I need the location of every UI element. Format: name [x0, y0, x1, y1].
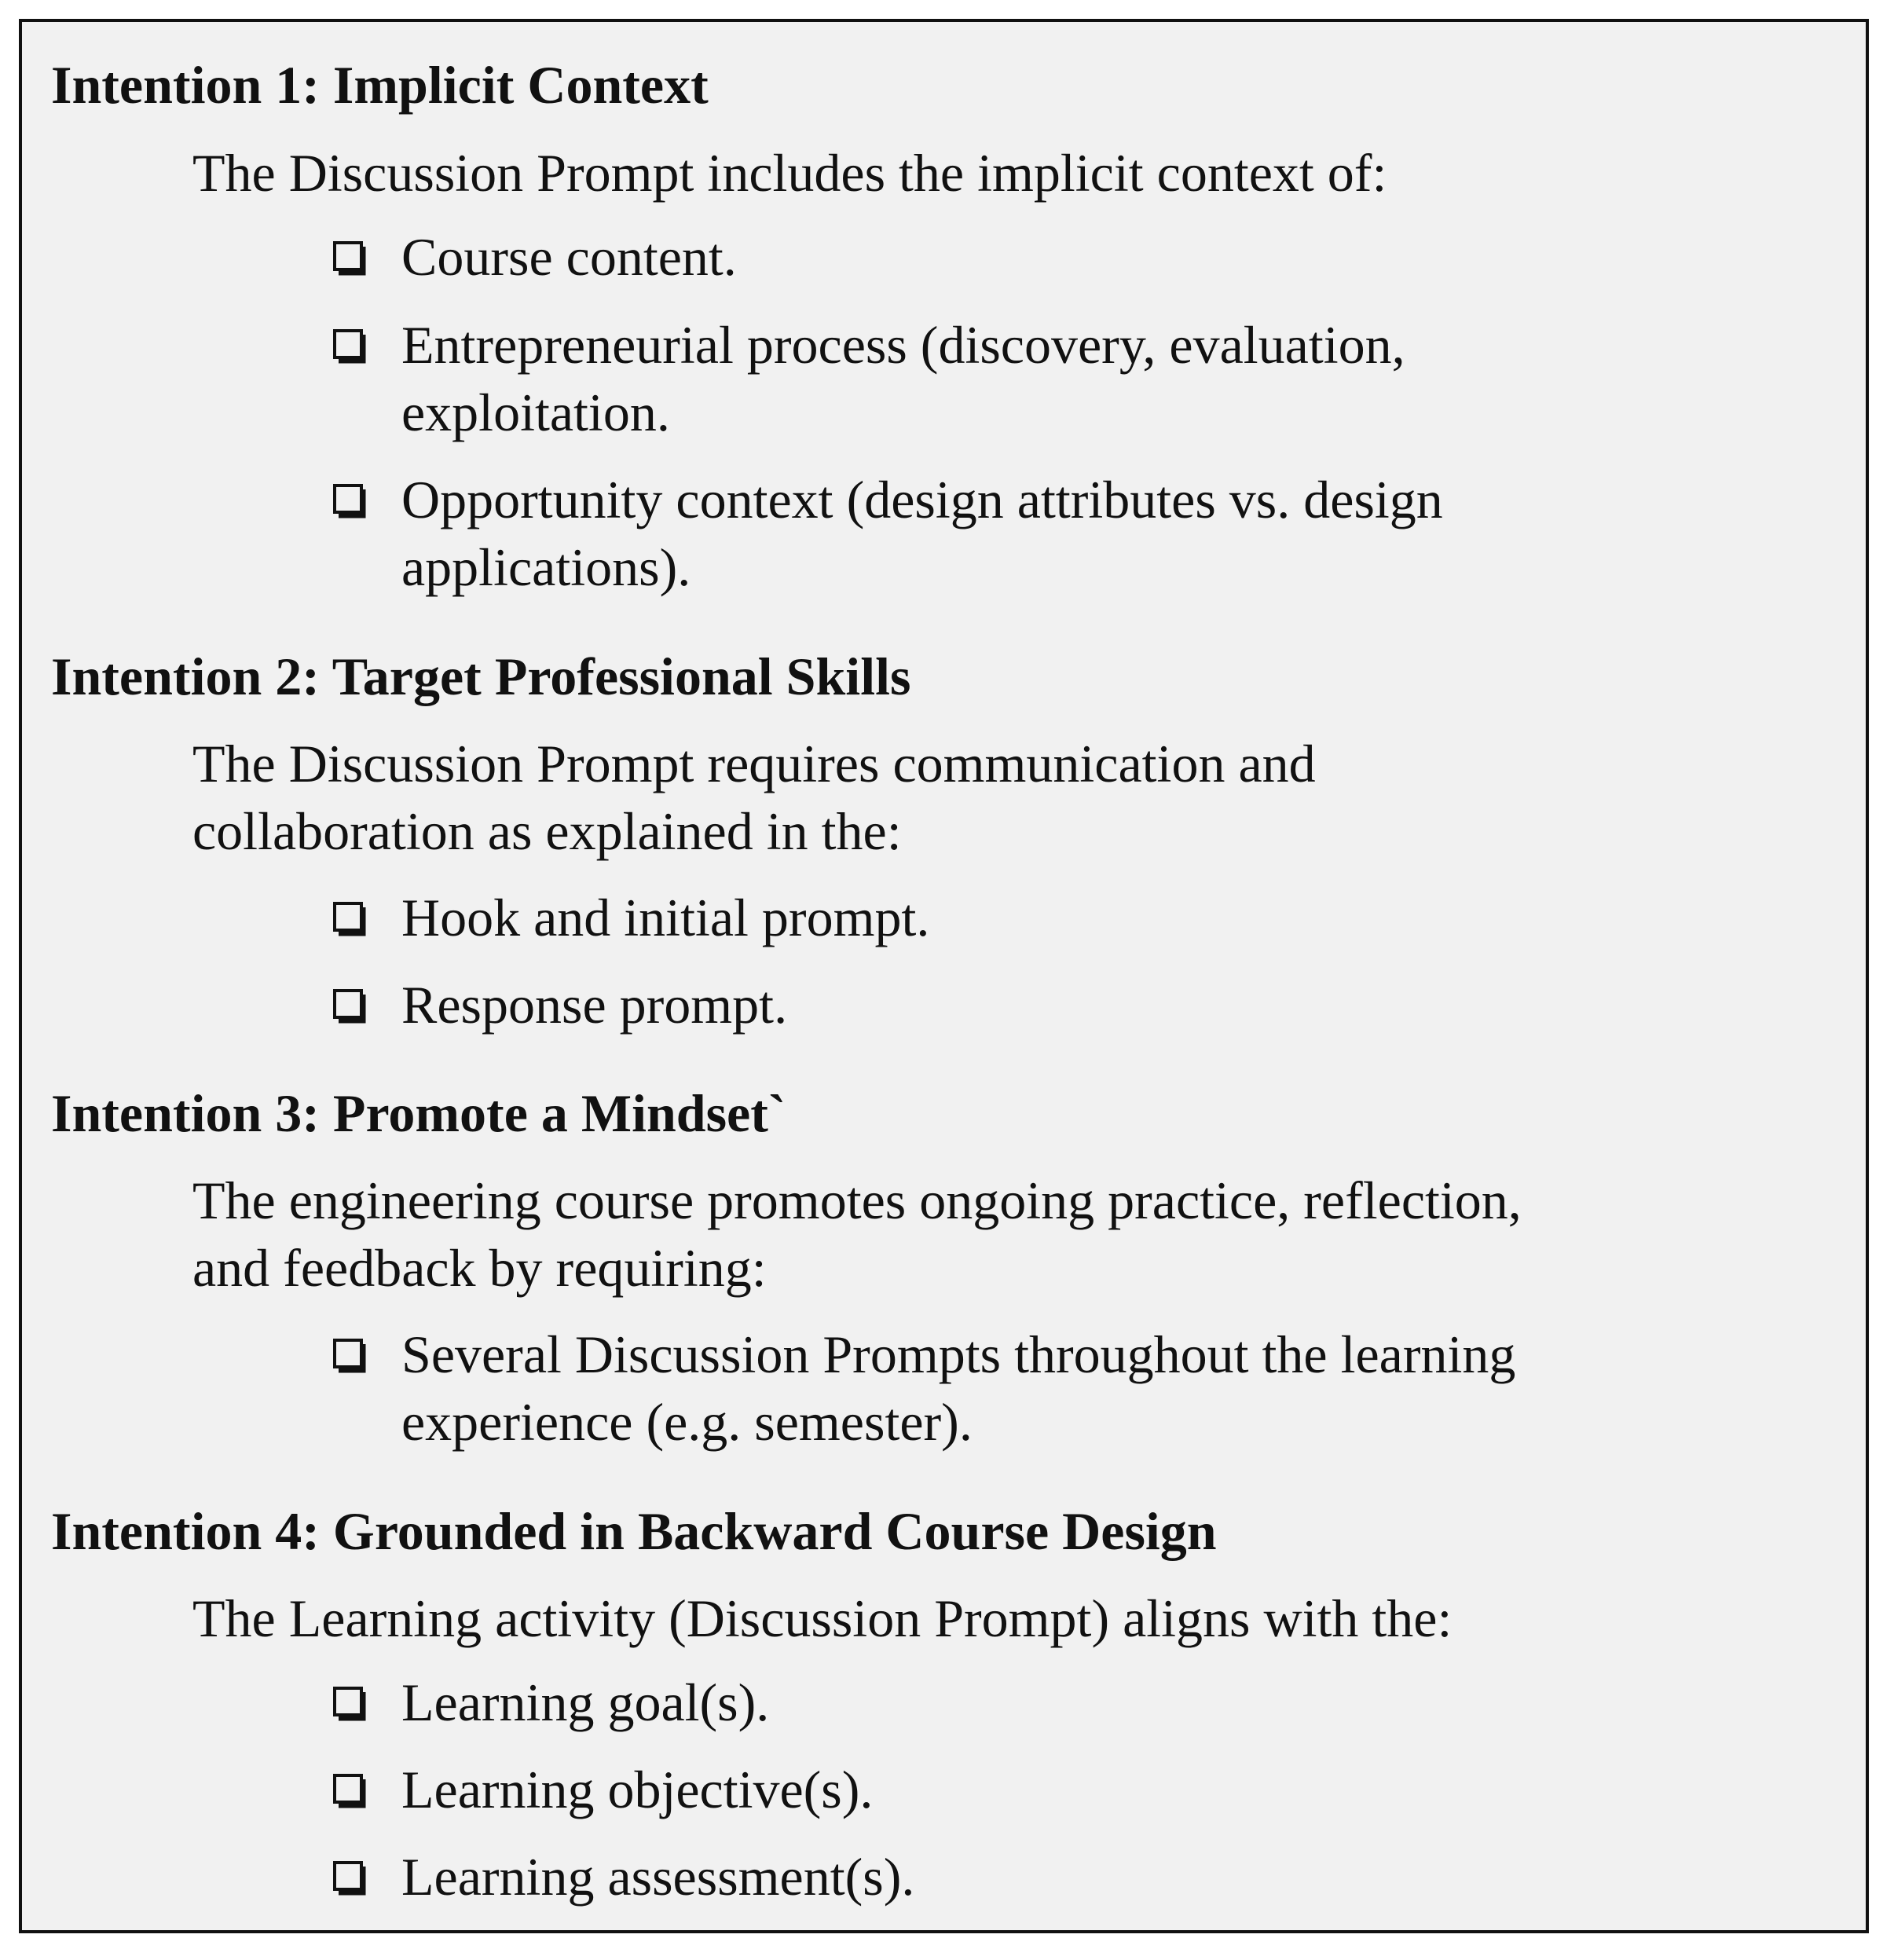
item-line: Learning goal(s).	[401, 1672, 770, 1732]
checklist-item-text	[401, 1669, 769, 1736]
checklist-item-text	[401, 971, 787, 1039]
checklist-item-text	[401, 884, 929, 951]
section-heading-1: Intention 1: Implicit Context	[51, 55, 709, 115]
section-heading-4: Intention 4: Grounded in Backward Course Design	[51, 1501, 1217, 1561]
section-intro-3	[192, 1167, 1522, 1302]
section-intro-1	[192, 139, 1387, 207]
section-intro-4	[192, 1584, 1452, 1652]
intro-line: The engineering course promotes ongoing practice, reflection,	[192, 1171, 1522, 1230]
checklist-item-text	[401, 1321, 1515, 1456]
section-heading-3: Intention 3: Promote a Mindset`	[51, 1083, 786, 1143]
checkbox-icon[interactable]	[332, 1338, 370, 1376]
checklist-box	[19, 19, 1869, 1933]
intro-line: The Discussion Prompt requires communication and	[192, 734, 1316, 793]
section-heading-2: Intention 2: Target Professional Skills	[51, 647, 911, 706]
item-line: Course content.	[401, 227, 737, 287]
checkbox-icon[interactable]	[332, 328, 370, 366]
checklist-item-text	[401, 223, 737, 291]
intro-line: The Discussion Prompt includes the implicit context of:	[192, 143, 1387, 203]
section-intro-2	[192, 730, 1316, 865]
item-line: Learning assessment(s).	[401, 1847, 915, 1907]
item-line: Opportunity context (design attributes vs. design	[401, 470, 1443, 529]
checkbox-icon[interactable]	[332, 1773, 370, 1811]
checkbox-icon[interactable]	[332, 240, 370, 278]
checklist-item-text	[401, 466, 1443, 601]
item-line: exploitation.	[401, 383, 670, 442]
item-line: applications).	[401, 537, 691, 597]
checklist-item-text	[401, 1756, 873, 1823]
checklist-item-text	[401, 1843, 914, 1911]
checkbox-icon[interactable]	[332, 901, 370, 939]
item-line: Response prompt.	[401, 975, 788, 1035]
intro-line: and feedback by requiring:	[192, 1238, 767, 1298]
item-line: Hook and initial prompt.	[401, 888, 930, 947]
checklist-item-text	[401, 311, 1405, 446]
item-line: Entrepreneurial process (discovery, evaluation,	[401, 315, 1405, 375]
checkbox-icon[interactable]	[332, 483, 370, 521]
intro-line: The Learning activity (Discussion Prompt) aligns with the:	[192, 1588, 1453, 1648]
checkbox-icon[interactable]	[332, 1860, 370, 1898]
checkbox-icon[interactable]	[332, 1686, 370, 1724]
item-line: Several Discussion Prompts throughout the learning	[401, 1324, 1516, 1384]
item-line: Learning objective(s).	[401, 1760, 874, 1819]
intro-line: collaboration as explained in the:	[192, 801, 902, 861]
checkbox-icon[interactable]	[332, 988, 370, 1026]
item-line: experience (e.g. semester).	[401, 1392, 973, 1452]
